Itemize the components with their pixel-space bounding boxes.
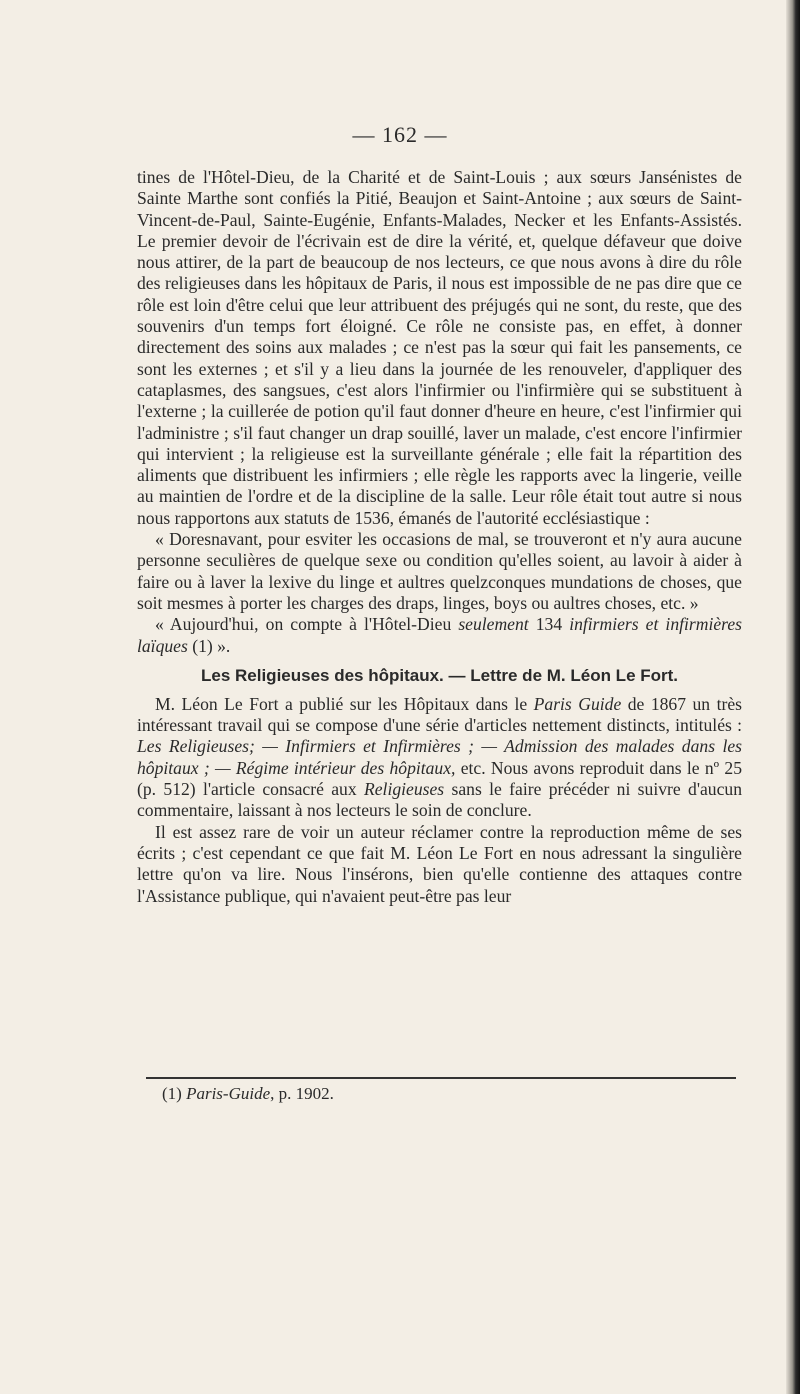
paragraph-4-text-a: M. Léon Le Fort a publié sur les Hôpitaux dans le bbox=[155, 693, 534, 714]
paragraph-4-title-paris-guide: Paris Guide bbox=[533, 693, 622, 714]
paragraph-1: tines de l'Hôtel-Dieu, de la Charité et de Saint-Louis ; aux sœurs Jansénistes de Sainte Marthe sont confiés la Pitié, Beaujon et Saint-Antoine ; aux sœurs de Saint-Vincent-de-Paul, Sainte-Eugénie, Enfants-Malades, Necker et les Enfants-Assistés. Le premier devoir de l'écrivain est de dire la vérité, et, quelque défaveur que doive nous attirer, de la part de beaucoup de nos lecteurs, ce que nous avons à dire du rôle des religieuses dans les hôpitaux de Paris, il nous est impossible de ne pas dire que ce rôle est loin d'être celui que leur attribuent des préjugés qui ne sont, du reste, que des souvenirs d'un temps fort éloigné. Ce rôle ne consiste pas, en effet, à donner directement des soins aux malades ; ce n'est pas la sœur qui fait les pansements, ce sont les externes ; et s'il y a lieu dans la journée de les renouveler, d'appliquer des cataplasmes, des sangsues, c'est alors l'infirmier ou l'infirmière qui se substituent à l'externe ; la cuillerée de potion qu'il faut donner d'heure en heure, c'est l'infirmier qui l'administre ; s'il faut changer un drap souillé, laver un malade, c'est encore l'infirmier qui intervient ; la religieuse est la surveillante générale ; elle fait la répartition des aliments que distribuent les infirmiers ; elle règle les rapports avec la lingerie, veille au maintien de l'ordre et de la discipline de la salle. Leur rôle était tout autre si nous nous rapportons aux statuts de 1536, émanés de l'autorité ecclésiastique : bbox=[137, 167, 742, 528]
paragraph-4-title-religieuses: Religieuses bbox=[364, 779, 445, 800]
footnote-page: , p. 1902. bbox=[270, 1084, 334, 1103]
page-number: — 162 — bbox=[352, 122, 448, 147]
paragraph-4-text-d: sans le faire précéder ni suivre d'aucun commentaire, laissant à nos lecteurs le soin de conclure. bbox=[137, 779, 742, 821]
body-text bbox=[137, 167, 742, 907]
paragraph-3-note-ref: (1) ». bbox=[187, 635, 231, 656]
paragraph-4-article-titles: Les Religieuses; — Infirmiers et Infirmières ; — Admission des malades dans les hôpitaux ; — Régime intérieur des hôpitaux, bbox=[137, 736, 742, 778]
paragraph-3 bbox=[137, 614, 742, 657]
paragraph-4 bbox=[137, 694, 742, 822]
paragraph-3-emphasis: seulement bbox=[458, 614, 529, 635]
paragraph-4-text-b: de 1867 un très intéressant travail qui se compose d'une série d'articles nettement distincts, intitulés : bbox=[137, 693, 742, 736]
paragraph-4-text-c: etc. Nous avons reproduit dans le nº 25 (p. 512) l'article consacré aux bbox=[137, 757, 742, 800]
paragraph-3-text: « Aujourd'hui, on compte à l'Hôtel-Dieu bbox=[155, 614, 459, 635]
paragraph-3-emphasis-2: infirmiers et infirmières laïques bbox=[137, 614, 742, 656]
footnote-marker: (1) bbox=[162, 1084, 187, 1103]
footnote-source: Paris-Guide bbox=[186, 1084, 271, 1103]
paragraph-3-count: 134 bbox=[528, 614, 570, 635]
page-binding-edge bbox=[786, 0, 800, 1394]
footnote-divider bbox=[146, 1077, 736, 1079]
footnote bbox=[162, 1084, 334, 1104]
paragraph-quote: « Doresnavant, pour esviter les occasions de mal, se trouveront et n'y aura aucune personne seculières de quelque sexe ou condition qu'elles soient, au lavoir à aider à faire ou à laver la lexive du linge et aultres quelzconques mundations de choses, que soit mesmes à porter les charges des draps, linges, boys ou aultres choses, etc. » bbox=[137, 529, 742, 613]
section-heading: Les Religieuses des hôpitaux. — Lettre de M. Léon Le Fort. bbox=[200, 665, 679, 685]
paragraph-5: Il est assez rare de voir un auteur réclamer contre la reproduction même de ses écrits ; c'est cependant ce que fait M. Léon Le Fort en nous adressant la singulière lettre qu'on va lire. Nous l'insérons, bien qu'elle contienne des attaques contre l'Assistance publique, qui n'avaient peut-être pas leur bbox=[137, 821, 742, 906]
